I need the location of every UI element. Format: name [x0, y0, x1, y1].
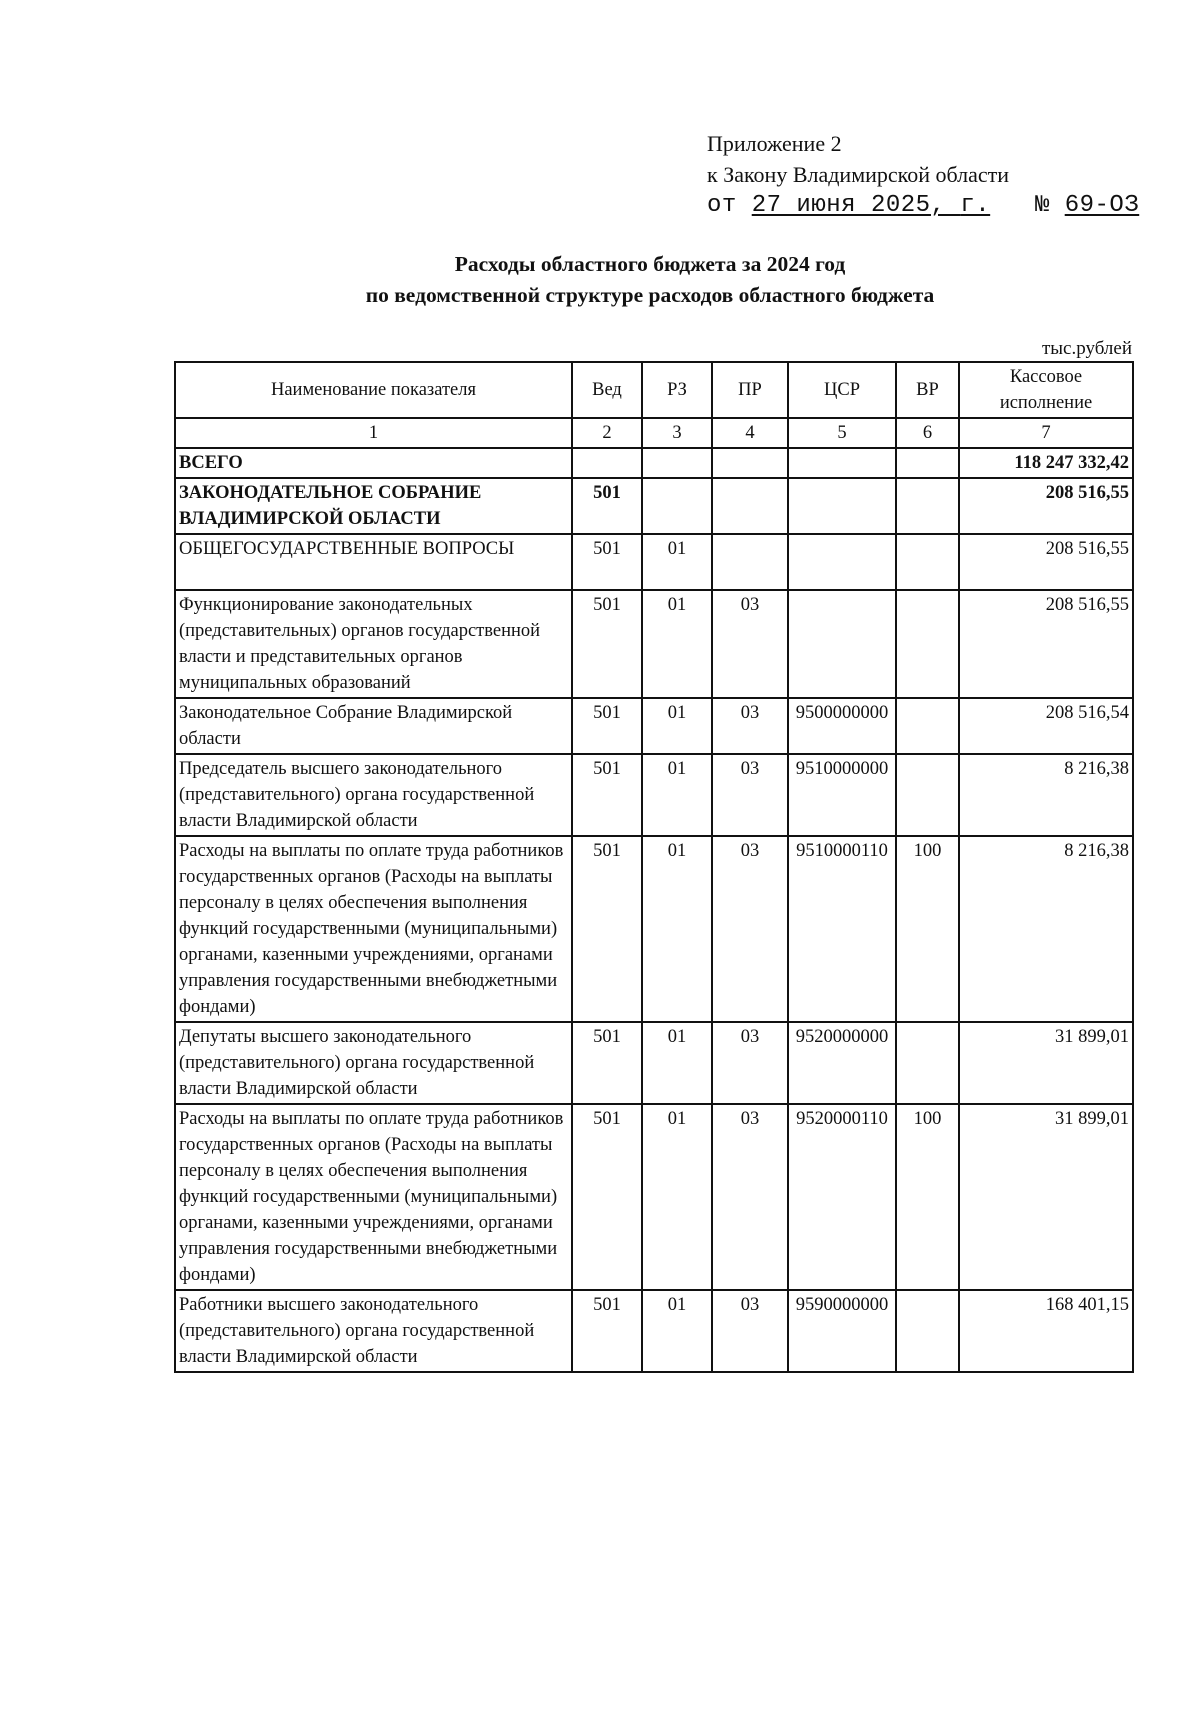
row-amount: 31 899,01 [959, 1022, 1133, 1104]
row-ved: 501 [572, 836, 642, 1022]
row-vr [896, 448, 959, 478]
row-amount: 8 216,38 [959, 836, 1133, 1022]
row-rz: 01 [642, 590, 712, 698]
table-row [175, 754, 1133, 836]
row-pr [712, 534, 788, 590]
row-amount: 208 516,55 [959, 478, 1133, 534]
row-csr: 9520000110 [788, 1104, 896, 1290]
row-csr: 9500000000 [788, 698, 896, 754]
row-amount: 208 516,55 [959, 590, 1133, 698]
row-name: Функционирование законодательных (представительных) органов государственной власти и представительных органов муниципальных образований [175, 590, 572, 698]
row-rz: 01 [642, 754, 712, 836]
column-number-row [175, 418, 1133, 448]
row-vr [896, 534, 959, 590]
appendix-header [707, 128, 1139, 221]
row-vr [896, 754, 959, 836]
row-pr: 03 [712, 836, 788, 1022]
row-ved: 501 [572, 1104, 642, 1290]
row-pr [712, 478, 788, 534]
row-pr: 03 [712, 754, 788, 836]
col-header-pr: ПР [712, 362, 788, 418]
row-rz: 01 [642, 836, 712, 1022]
row-ved: 501 [572, 590, 642, 698]
row-ved: 501 [572, 1290, 642, 1372]
row-rz [642, 448, 712, 478]
col-number: 5 [788, 418, 896, 448]
col-header-vr: ВР [896, 362, 959, 418]
document-title [0, 249, 1200, 311]
row-amount: 208 516,55 [959, 534, 1133, 590]
row-pr: 03 [712, 1022, 788, 1104]
row-name: Председатель высшего законодательного (представительного) органа государственной власти Владимирской области [175, 754, 572, 836]
col-header-name: Наименование показателя [175, 362, 572, 418]
row-amount: 118 247 332,42 [959, 448, 1133, 478]
row-name: Законодательное Собрание Владимирской области [175, 698, 572, 754]
table-row [175, 1104, 1133, 1290]
col-header-ved: Вед [572, 362, 642, 418]
number-label: № [1034, 192, 1050, 219]
row-csr: 9590000000 [788, 1290, 896, 1372]
row-ved: 501 [572, 534, 642, 590]
col-number: 2 [572, 418, 642, 448]
date-prefix: от [707, 192, 737, 219]
row-rz: 01 [642, 1022, 712, 1104]
row-rz [642, 478, 712, 534]
col-number: 1 [175, 418, 572, 448]
appendix-date-line [707, 190, 1139, 221]
row-pr: 03 [712, 1290, 788, 1372]
col-number: 3 [642, 418, 712, 448]
row-amount: 8 216,38 [959, 754, 1133, 836]
table-row [175, 698, 1133, 754]
row-ved [572, 448, 642, 478]
budget-table [174, 361, 1134, 1373]
row-amount: 168 401,15 [959, 1290, 1133, 1372]
row-ved: 501 [572, 754, 642, 836]
title-line-2: по ведомственной структуре расходов областного бюджета [365, 283, 935, 307]
row-name: ВСЕГО [175, 448, 572, 478]
row-amount: 31 899,01 [959, 1104, 1133, 1290]
law-number: 69-ОЗ [1064, 192, 1140, 219]
table-row [175, 1022, 1133, 1104]
row-ved: 501 [572, 478, 642, 534]
appendix-title: Приложение 2 [707, 131, 842, 156]
table-row-total [175, 448, 1133, 478]
row-csr [788, 534, 896, 590]
row-name: Расходы на выплаты по оплате труда работников государственных органов (Расходы на выплаты персоналу в целях обеспечения выполнения функций государственными (муниципальными) органами, казенными учреждениями, органами управления государственными внебюджетными фондами) [175, 1104, 572, 1290]
law-date: 27 июня 2025, г. [751, 192, 991, 219]
col-number: 7 [959, 418, 1133, 448]
row-rz: 01 [642, 698, 712, 754]
row-ved: 501 [572, 698, 642, 754]
row-rz: 01 [642, 1104, 712, 1290]
row-pr [712, 448, 788, 478]
row-vr [896, 1290, 959, 1372]
row-pr: 03 [712, 698, 788, 754]
row-vr: 100 [896, 1104, 959, 1290]
col-number: 6 [896, 418, 959, 448]
row-vr [896, 478, 959, 534]
row-name: ОБЩЕГОСУДАРСТВЕННЫЕ ВОПРОСЫ [175, 534, 572, 590]
table-row [175, 478, 1133, 534]
row-csr: 9510000000 [788, 754, 896, 836]
row-name: Депутаты высшего законодательного (представительного) органа государственной власти Владимирской области [175, 1022, 572, 1104]
table-row [175, 1290, 1133, 1372]
table-row [175, 534, 1133, 590]
row-csr [788, 478, 896, 534]
row-csr: 9520000000 [788, 1022, 896, 1104]
appendix-law: к Закону Владимирской области [707, 162, 1010, 187]
table-row [175, 590, 1133, 698]
row-csr [788, 448, 896, 478]
table-header-row [175, 362, 1133, 418]
col-header-rz: РЗ [642, 362, 712, 418]
row-name: ЗАКОНОДАТЕЛЬНОЕ СОБРАНИЕ ВЛАДИМИРСКОЙ ОБЛАСТИ [175, 478, 572, 534]
col-header-csr: ЦСР [788, 362, 896, 418]
table-row [175, 836, 1133, 1022]
row-csr: 9510000110 [788, 836, 896, 1022]
row-vr [896, 590, 959, 698]
col-number: 4 [712, 418, 788, 448]
row-rz: 01 [642, 1290, 712, 1372]
row-name: Расходы на выплаты по оплате труда работников государственных органов (Расходы на выплаты персоналу в целях обеспечения выполнения функций государственными (муниципальными) органами, казенными учреждениями, органами управления государственными внебюджетными фондами) [175, 836, 572, 1022]
row-amount: 208 516,54 [959, 698, 1133, 754]
row-vr [896, 1022, 959, 1104]
row-rz: 01 [642, 534, 712, 590]
row-pr: 03 [712, 590, 788, 698]
row-pr: 03 [712, 1104, 788, 1290]
col-header-amount: Кассовое исполнение [959, 362, 1133, 418]
row-csr [788, 590, 896, 698]
title-line-1: Расходы областного бюджета за 2024 год [454, 252, 846, 276]
row-vr: 100 [896, 836, 959, 1022]
row-vr [896, 698, 959, 754]
units-label: тыс.рублей [1041, 338, 1132, 359]
row-name: Работники высшего законодательного (представительного) органа государственной власти Владимирской области [175, 1290, 572, 1372]
row-ved: 501 [572, 1022, 642, 1104]
